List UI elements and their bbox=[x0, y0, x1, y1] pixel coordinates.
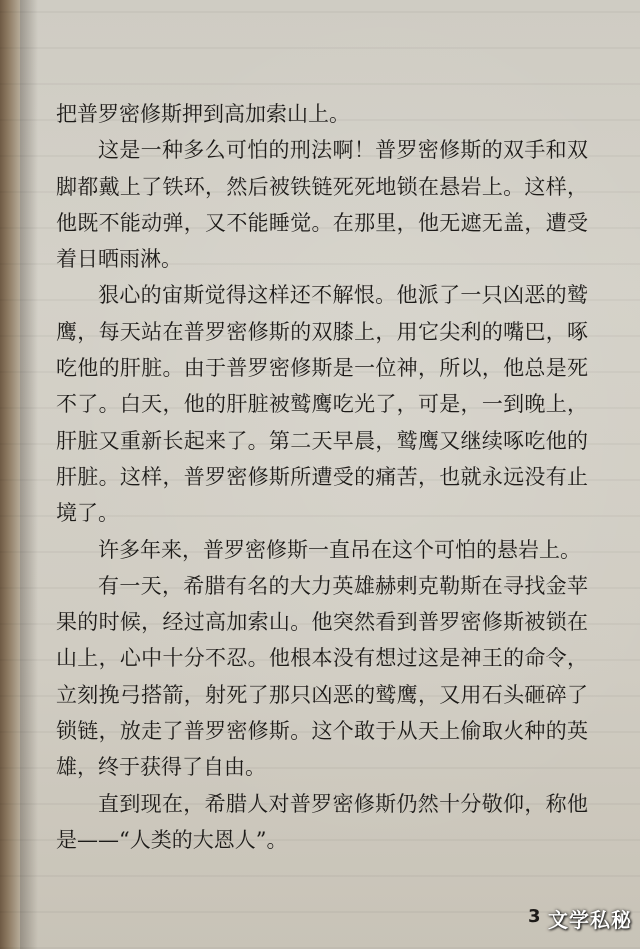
watermark-label: 文学私秘 bbox=[548, 908, 632, 932]
paragraph-5: 有一天，希腊有名的大力英雄赫剌克勒斯在寻找金苹果的时候，经过高加索山。他突然看到普罗密修斯被锁在山上，心中十分不忍。他根本没有想过这是神王的命令，立刻挽弓搭箭，射死了那只凶恶的鹫鹰，又用石头砸碎了锁链，放走了普罗密修斯。这个敢于从天上偷取火种的英雄，终于获得了自由。 bbox=[56, 573, 588, 780]
page-number: 3 bbox=[528, 906, 541, 927]
paragraph-4: 许多年来，普罗密修斯一直吊在这个可怕的悬岩上。 bbox=[98, 537, 581, 562]
paragraph-3: 狠心的宙斯觉得这样还不解恨。他派了一只凶恶的鹫鹰，每天站在普罗密修斯的双膝上，用它尖利的嘴巴，啄吃他的肝脏。由于普罗密修斯是一位神，所以，他总是死不了。白天，他的肝脏被鹫鹰吃光了，可是，一到晚上，肝脏又重新长起来了。第二天早晨，鹫鹰又继续啄吃他的肝脏。这样，普罗密修斯所遭受的痛苦，也就永远没有止境了。 bbox=[56, 283, 588, 526]
paragraph-6: 直到现在，希腊人对普罗密修斯仍然十分敬仰，称他是——“人类的大恩人”。 bbox=[56, 791, 588, 852]
book-spine-edge bbox=[0, 0, 20, 949]
paragraph-1: 把普罗密修斯押到高加索山上。 bbox=[56, 102, 350, 126]
gutter-shadow bbox=[20, 0, 38, 949]
paragraph-2: 这是一种多么可怕的刑法啊！普罗密修斯的双手和双脚都戴上了铁环，然后被铁链死死地锁在悬岩上。这样，他既不能动弹，又不能睡觉。在那里，他无遮无盖，遭受着日晒雨淋。 bbox=[56, 138, 588, 272]
body-text bbox=[56, 96, 588, 858]
